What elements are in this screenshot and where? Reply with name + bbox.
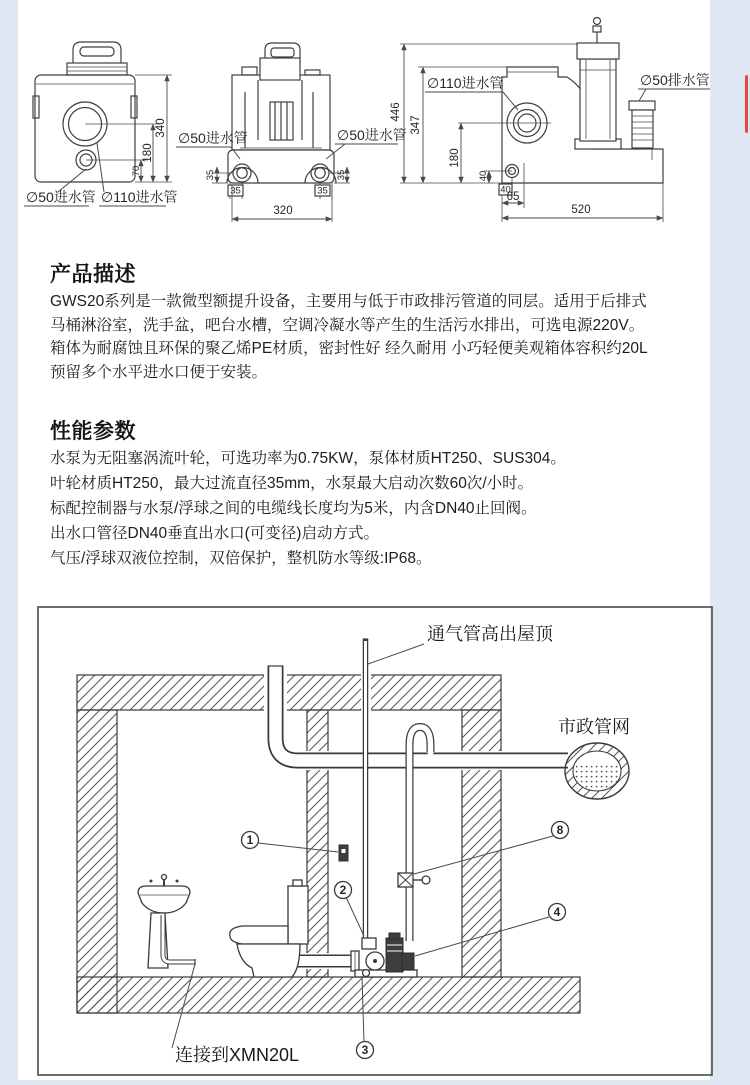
label-connect-xmn20l: 连接到XMN20L xyxy=(175,1045,300,1065)
dim-35-left-offset: 35 xyxy=(230,185,241,197)
toilet xyxy=(230,880,308,977)
parameter-line: 出水口管径DN40垂直出水口(可变径)启动方式。 xyxy=(50,525,379,542)
dim-35-right-offset: 35 xyxy=(317,185,328,197)
label-inlet-50-left: ∅50进水管 xyxy=(178,130,248,146)
parameter-line: 叶轮材质HT250，最大过流直径35mm，水泵最大启动次数60次/小时。 xyxy=(50,475,534,492)
svg-text:4: 4 xyxy=(553,905,561,919)
dim-180: 180 xyxy=(142,143,154,163)
dim-320: 320 xyxy=(273,205,293,217)
sink xyxy=(138,875,195,969)
label-vent-pipe: 通气管高出屋顶 xyxy=(427,624,553,644)
gate-valve xyxy=(398,873,430,887)
description-title: 产品描述 xyxy=(50,263,136,286)
dim-70: 70 xyxy=(131,165,142,177)
dim-347: 347 xyxy=(410,115,422,135)
svg-text:3: 3 xyxy=(361,1043,369,1057)
dim-35-right: 35 xyxy=(336,169,347,181)
dim-40-offset: 40 xyxy=(500,184,511,196)
svg-text:8: 8 xyxy=(556,823,564,837)
label-outlet-50: ∅50排水管 xyxy=(640,72,710,88)
dim-180: 180 xyxy=(449,148,461,168)
municipal-sewer-pipe xyxy=(565,743,629,799)
parameter-line: 标配控制器与水泵/浮球之间的电缆线长度均为5米，内含DN40止回阀。 xyxy=(50,500,537,517)
parameter-line: 水泵为无阻塞涡流叶轮，可选功率为0.75KW，泵体材质HT250、SUS304。 xyxy=(50,450,566,467)
svg-text:1: 1 xyxy=(246,833,254,847)
label-inlet-110: ∅110进水管 xyxy=(427,75,504,91)
label-inlet-50: ∅50进水管 xyxy=(26,189,96,205)
vent-pipe xyxy=(363,639,368,938)
description-line: 马桶淋浴室，洗手盆，吧台水槽，空调冷凝水等产生的生活污水排出，可选电源220V。 xyxy=(50,316,645,334)
dim-340: 340 xyxy=(155,118,167,138)
label-inlet-50-right: ∅50进水管 xyxy=(337,127,407,143)
level-controller xyxy=(339,845,348,861)
dim-65: 65 xyxy=(506,191,520,203)
description-line: 箱体为耐腐蚀且环保的聚乙烯PE材质，密封性好 经久耐用 小巧轻便美观箱体容积约20L xyxy=(50,340,648,358)
callout-2 xyxy=(335,882,365,937)
dim-446: 446 xyxy=(390,102,402,122)
svg-text:2: 2 xyxy=(339,883,347,897)
parameter-line: 气压/浮球双液位控制，双倍保护，整机防水等级:IP68。 xyxy=(50,550,432,567)
parameters-title: 性能参数 xyxy=(50,420,136,443)
label-inlet-110: ∅110进水管 xyxy=(101,189,178,205)
dim-520: 520 xyxy=(571,204,591,216)
dim-35-left: 35 xyxy=(205,169,216,181)
description-line: 预留多个水平进水口便于安装。 xyxy=(50,363,268,381)
description-line: GWS20系列是一款微型额提升设备，主要用与低于市政排污管道的同层。适用于后排式 xyxy=(50,293,647,310)
label-municipal-network: 市政管网 xyxy=(558,717,630,737)
dim-40: 40 xyxy=(478,170,489,182)
